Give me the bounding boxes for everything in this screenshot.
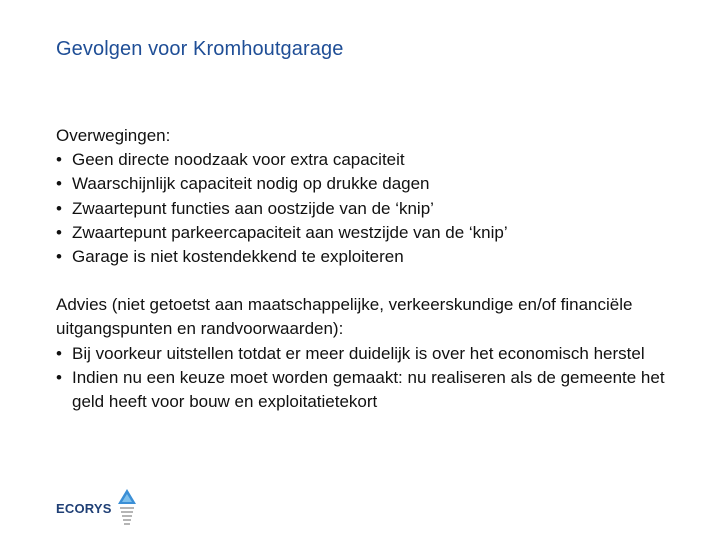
considerations-item: • Waarschijnlijk capaciteit nodig op drukke dagen [56,172,676,196]
advice-heading: Advies (niet getoetst aan maatschappelijke, verkeerskundige en/of financiële uitgangspunten en randvoorwaarden): [56,295,633,339]
considerations-item: • Zwaartepunt functies aan oostzijde van de ‘knip’ [56,197,676,221]
considerations-item: • Garage is niet kostendekkend te exploiteren [56,245,676,269]
advice-item: • Bij voorkeur uitstellen totdat er meer duidelijk is over het economisch herstel [56,342,676,366]
logo-text: ECORYS [56,501,112,516]
considerations-heading: Overwegingen: [56,126,171,145]
considerations-list [56,148,676,269]
ecorys-logo-mark-icon [116,488,138,528]
slide-title: Gevolgen voor Kromhoutgarage [56,38,344,60]
slide-body [56,124,676,414]
considerations-item: • Zwaartepunt parkeercapaciteit aan westzijde van de ‘knip’ [56,221,676,245]
advice-list [56,342,676,415]
spacer [56,269,676,293]
advice-item: • Indien nu een keuze moet worden gemaakt: nu realiseren als de gemeente het geld heeft voor bouw en exploitatietekort [56,366,676,414]
ecorys-logo [56,488,146,528]
considerations-item: • Geen directe noodzaak voor extra capaciteit [56,148,676,172]
